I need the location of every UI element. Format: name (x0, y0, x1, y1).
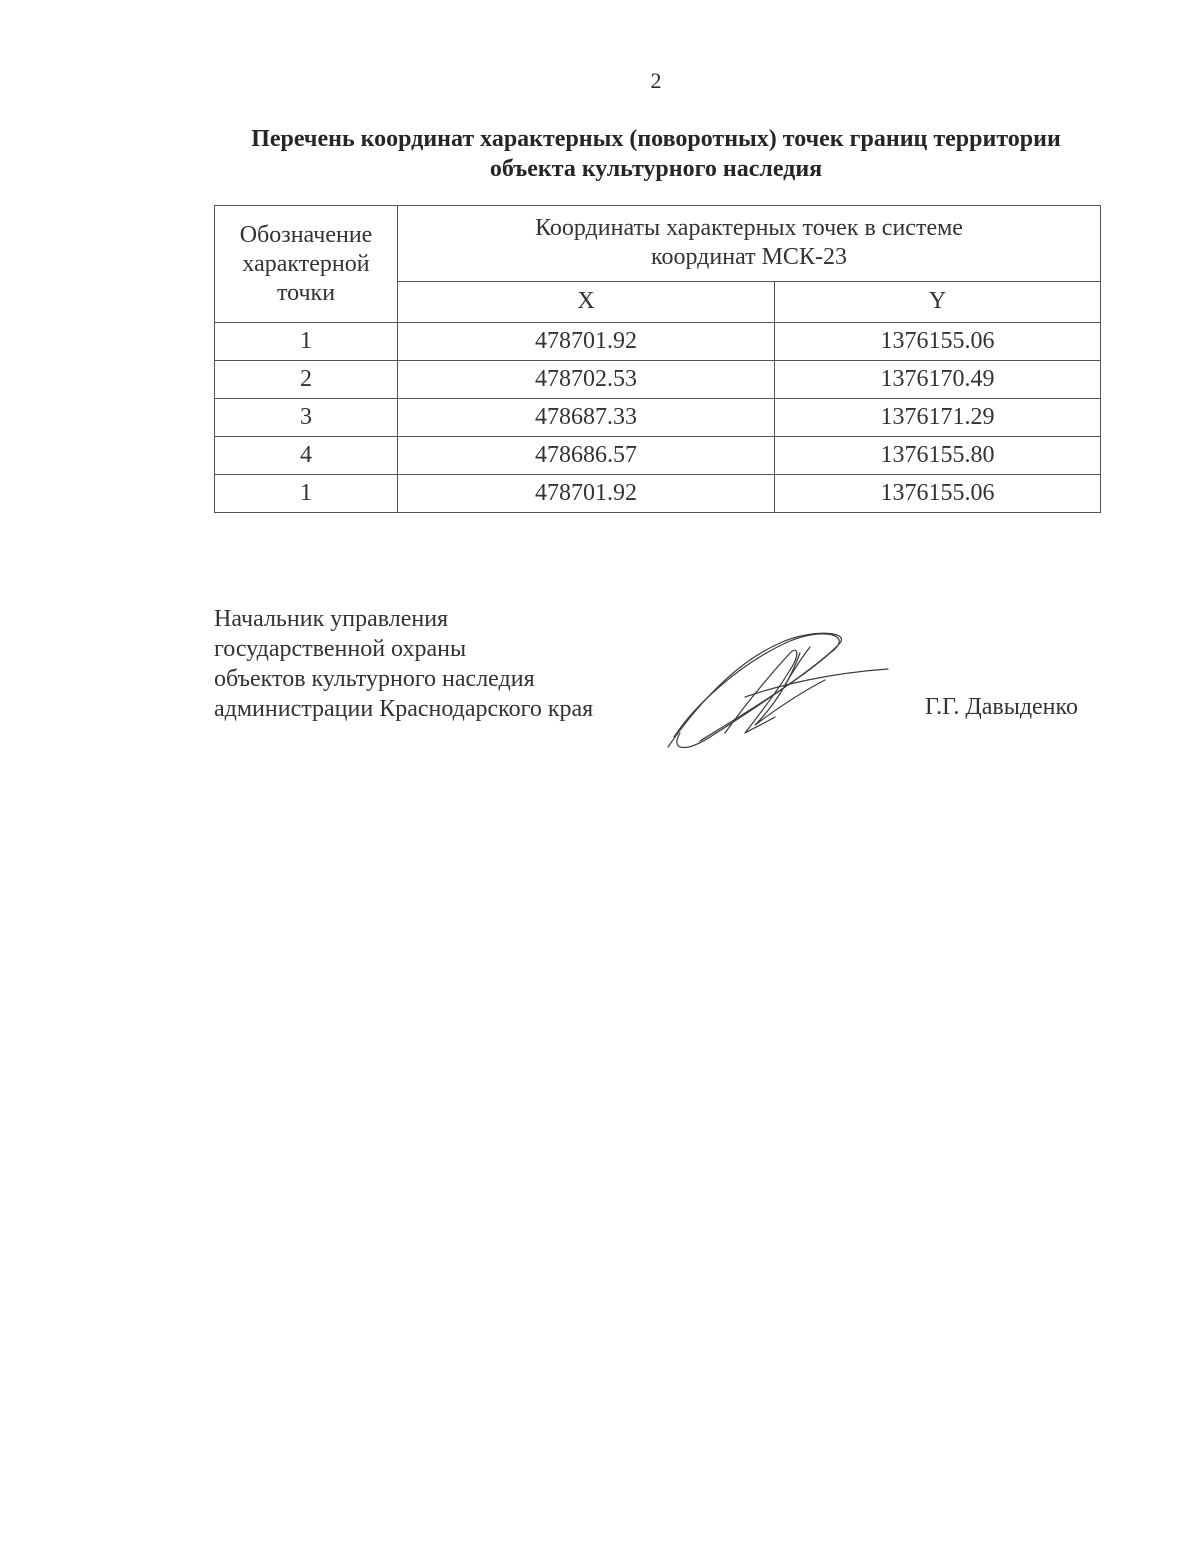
position-line-4: администрации Краснодарского края (214, 696, 594, 722)
document-title (210, 124, 1102, 184)
cell-point: 1 (215, 475, 398, 513)
signatory-position (214, 604, 593, 724)
header-group-line-2: координат МСК-23 (651, 244, 847, 271)
header-point-designation (215, 206, 398, 323)
cell-y: 1376155.06 (775, 475, 1101, 513)
cell-y: 1376155.80 (775, 437, 1101, 475)
header-point-line-1: Обозначение (239, 221, 373, 248)
cell-y: 1376170.49 (775, 361, 1101, 399)
cell-x: 478701.92 (398, 323, 775, 361)
header-point-line-3: точки (276, 279, 336, 306)
position-line-2: государственной охраны (214, 636, 467, 662)
table-row (215, 475, 1101, 513)
document-title-line-2: объекта культурного наследия (489, 156, 823, 182)
header-coordinates-group (398, 206, 1101, 282)
cell-x: 478687.33 (398, 399, 775, 437)
document-title-line-1: Перечень координат характерных (поворотных) точек границ территории (251, 126, 1061, 152)
cell-y: 1376171.29 (775, 399, 1101, 437)
signatory-name: Г.Г. Давыденко (925, 694, 1078, 720)
page-number: 2 (650, 68, 662, 93)
cell-point: 4 (215, 437, 398, 475)
header-group-line-1: Координаты характерных точек в системе (535, 215, 963, 242)
coordinates-table (214, 205, 1101, 513)
cell-x: 478686.57 (398, 437, 775, 475)
table-row (215, 437, 1101, 475)
cell-x: 478701.92 (398, 475, 775, 513)
position-line-1: Начальник управления (214, 606, 449, 632)
position-line-3: объектов культурного наследия (214, 666, 535, 692)
cell-x: 478702.53 (398, 361, 775, 399)
table-header-row (215, 206, 1101, 282)
cell-point: 3 (215, 399, 398, 437)
header-x: X (398, 281, 775, 322)
table-row (215, 399, 1101, 437)
cell-point: 1 (215, 323, 398, 361)
handwritten-signature (650, 625, 900, 755)
table-row (215, 323, 1101, 361)
cell-y: 1376155.06 (775, 323, 1101, 361)
table-row (215, 361, 1101, 399)
cell-point: 2 (215, 361, 398, 399)
header-y: Y (775, 281, 1101, 322)
header-point-line-2: характерной (242, 250, 370, 277)
